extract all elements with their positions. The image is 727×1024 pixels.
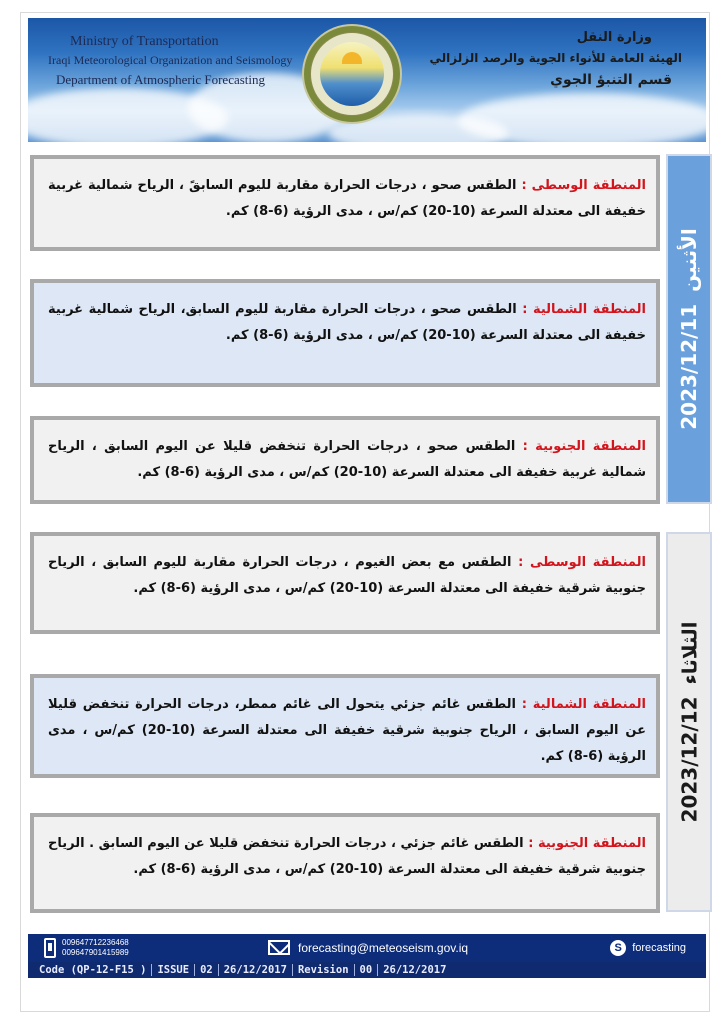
day-name: الثلاثاء (677, 621, 701, 685)
issue-label: ISSUE (151, 964, 194, 976)
forecast-text: الطقس صحو ، درجات الحرارة مقاربة لليوم السابق، الرياح شمالية غربية خفيفة الى معتدلة السرعة (10-20) كم/س ، مدى الرؤية (6-8) كم. (48, 302, 646, 343)
forecast-central-day1 (30, 155, 660, 251)
region-label: المنطقة الشمالية : (522, 302, 646, 317)
email-contact[interactable] (268, 940, 468, 955)
ministry-name-en: Ministry of Transportation (70, 34, 219, 49)
revision-date: 26/12/2017 (377, 964, 451, 976)
skype-name[interactable]: forecasting (632, 942, 686, 954)
region-label: المنطقة الجنوبية : (528, 836, 646, 851)
ministry-name-ar: وزارة النقل (576, 30, 652, 45)
region-label: المنطقة الوسطى : (518, 555, 646, 570)
forecast-text: الطقس مع بعض الغيوم ، درجات الحرارة مقاربة لليوم السابق ، الرياح جنوبية شرقية خفيفة الى معتدلة السرعة (10-20) كم/س ، مدى الرؤية (6-8) كم. (48, 555, 646, 596)
day-name: الأثنين (677, 228, 701, 292)
header-english (48, 32, 292, 89)
forecast-text: الطقس غائم جزئي يتحول الى غائم ممطر، درجات الحرارة تنخفض قليلا عن اليوم السابق ، الرياح جنوبية شرقية خفيفة الى معتدلة السرعة (10-20) كم/س ، مدى الرؤية (6-8) كم. (48, 697, 646, 764)
header-arabic (430, 28, 682, 92)
forecast-text: الطقس غائم جزئي ، درجات الحرارة تنخفض قليلا عن اليوم السابق . الرياح جنوبية شرقية خفيفة الى معتدلة السرعة (10-20) كم/س ، مدى الرؤية (6-8) كم. (48, 836, 646, 877)
issue-number: 02 (194, 964, 218, 976)
region-label: المنطقة الشمالية : (521, 697, 647, 712)
forecast-north-day2 (30, 674, 660, 778)
organization-name-en: Iraqi Meteorological Organization and Seismology (48, 53, 293, 67)
email-address[interactable]: forecasting@meteoseism.gov.iq (298, 940, 469, 955)
day-date: 2023/12/11 (677, 303, 701, 430)
forecast-central-day2 (30, 532, 660, 634)
forecast-text: الطقس صحو ، درجات الحرارة مقاربة لليوم السابقً ، الرياح شمالية غربية خفيفة الى معتدلة السرعة (10-20) كم/س ، مدى الرؤية (6-8) كم. (48, 178, 646, 219)
forecast-south-day2 (30, 813, 660, 913)
organization-logo (302, 24, 426, 148)
day-date: 2023/12/12 (677, 696, 701, 823)
day-tab-tuesday (666, 532, 712, 912)
document-code-bar (28, 962, 706, 978)
revision-label: Revision (292, 964, 354, 976)
phone-icon (44, 938, 56, 958)
region-label: المنطقة الجنوبية : (522, 439, 647, 454)
skype-icon: S (610, 940, 626, 956)
forecast-text: الطقس صحو ، درجات الحرارة تنخفض قليلا عن اليوم السابق ، الرياح شمالية غربية خفيفة الى معتدلة السرعة (10-20) كم/س ، مدى الرؤية (6-8) كم. (48, 439, 646, 480)
department-name-en: Department of Atmospheric Forecasting (56, 72, 266, 87)
region-label: المنطقة الوسطى : (521, 178, 646, 193)
forecast-south-day1 (30, 416, 660, 504)
phone-number: 009647901415989 (62, 948, 129, 957)
revision-number: 00 (354, 964, 378, 976)
forecast-north-day1 (30, 279, 660, 387)
phone-number: 009647712236468 (62, 938, 129, 947)
phone-contact (44, 938, 129, 958)
skype-contact[interactable] (610, 940, 686, 956)
day-tab-monday (666, 154, 712, 504)
organization-name-ar: الهيئة العامة للأنواء الجوية والرصد الزلزالي (429, 51, 682, 65)
document-code: Code (QP-12-F15 ) (39, 964, 147, 976)
mail-icon (268, 940, 290, 955)
department-name-ar: قسم التنبؤ الجوي (550, 72, 672, 88)
issue-date: 26/12/2017 (218, 964, 292, 976)
footer-bar (28, 934, 706, 978)
